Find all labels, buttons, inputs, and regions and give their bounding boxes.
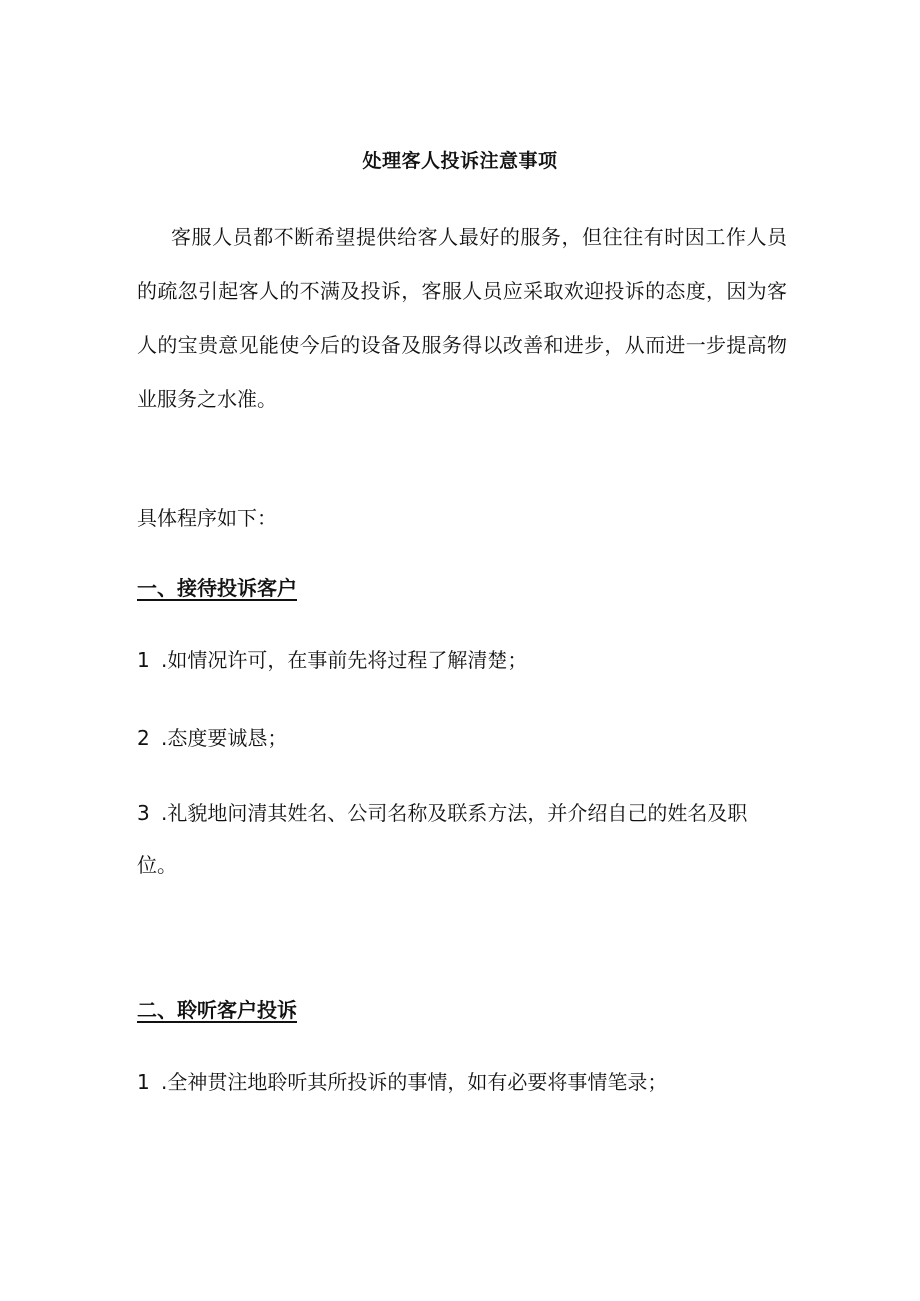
section-heading-listening: 二、聆听客户投诉 <box>137 998 297 1022</box>
list-item <box>137 1066 667 1095</box>
list-item-number: 3 <box>137 801 150 825</box>
section-heading-reception: 一、接待投诉客户 <box>137 576 297 600</box>
procedure-label: 具体程序如下： <box>137 506 277 530</box>
list-item <box>137 644 527 673</box>
list-item-text: .如情况许可，在事前先将过程了解清楚； <box>161 648 528 672</box>
list-item-number: 2 <box>137 726 150 750</box>
list-item-number: 1 <box>137 648 150 672</box>
document-title: 处理客人投诉注意事项 <box>362 150 558 172</box>
list-item <box>137 722 287 751</box>
list-item-number: 1 <box>137 1070 150 1094</box>
intro-paragraph: 客服人员都不断希望提供给客人最好的服务，但往往有时因工作人员的疏忽引起客人的不满及投诉，客服人员应采取欢迎投诉的态度，因为客人的宝贵意见能使今后的设备及服务得以改善和进步，从而进一步提高物业服务之水准。 <box>137 225 787 411</box>
list-item-text: .全神贯注地聆听其所投诉的事情，如有必要将事情笔录； <box>161 1070 668 1094</box>
list-item-text: .礼貌地问清其姓名、公司名称及联系方法，并介绍自己的姓名及职位。 <box>137 801 748 877</box>
list-item-text: .态度要诚恳； <box>161 726 288 750</box>
list-item <box>137 787 777 891</box>
